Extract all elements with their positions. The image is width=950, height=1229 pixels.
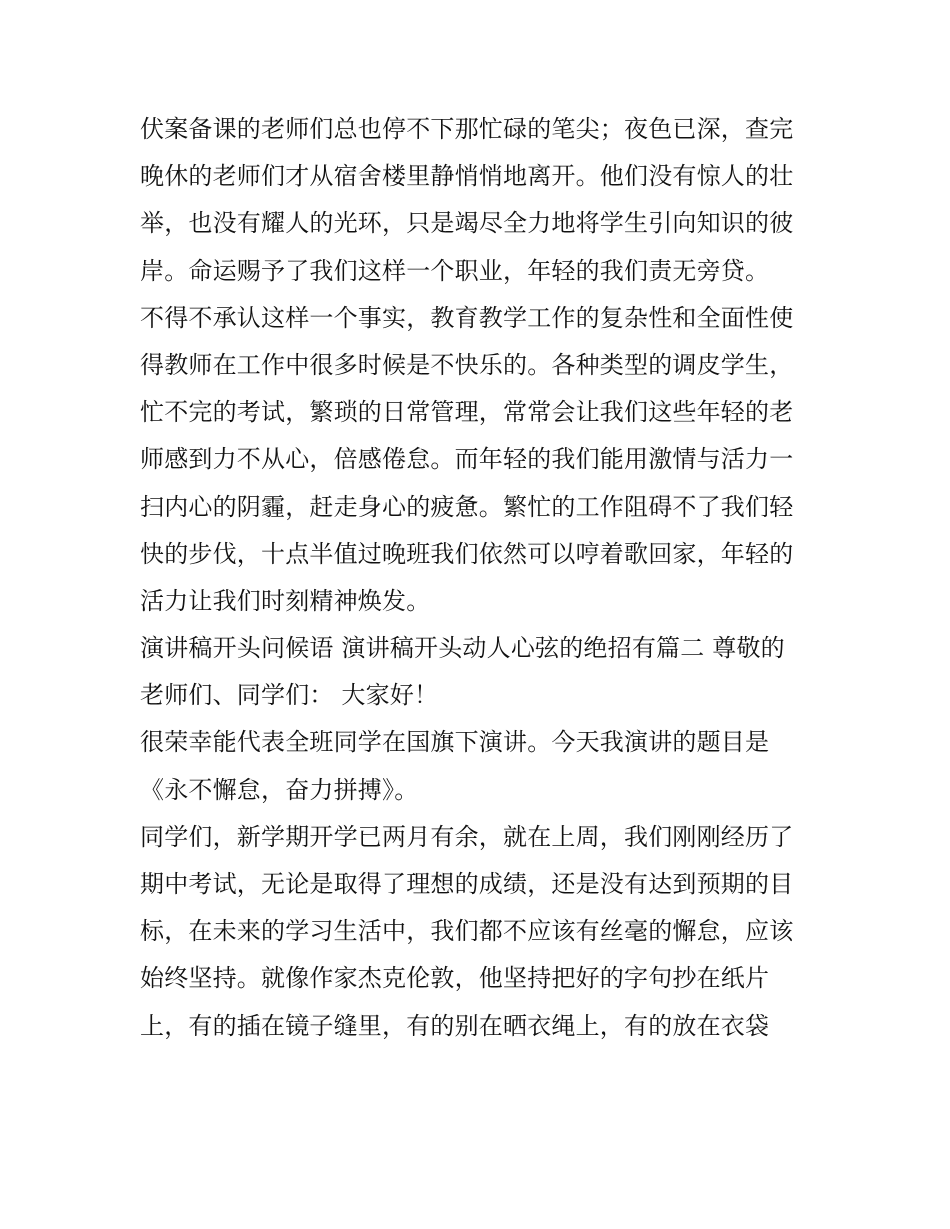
text-line: 同学们，新学期开学已两月有余，就在上周，我们刚刚经历了: [140, 822, 794, 851]
text-line: 很荣幸能代表全班同学在国旗下演讲。今天我演讲的题目是: [140, 728, 770, 757]
text-line: 标，在未来的学习生活中，我们都不应该有丝毫的懈怠，应该: [140, 917, 794, 946]
text-line: 始终坚持。就像作家杰克伦敦，他坚持把好的字句抄在纸片: [140, 964, 770, 993]
text-line: 期中考试，无论是取得了理想的成绩，还是没有达到预期的目: [140, 870, 794, 898]
text-line: 快的步伐，十点半值过晚班我们依然可以哼着歌回家，年轻的: [140, 539, 794, 568]
text-line: 扫内心的阴霾，赶走身心的疲惫。繁忙的工作阻碍不了我们轻: [140, 492, 794, 521]
text-line: 岸。命运赐予了我们这样一个职业，年轻的我们责无旁贷。: [140, 256, 770, 285]
text-line: 晚休的老师们才从宿舍楼里静悄悄地离开。他们没有惊人的壮: [140, 162, 794, 191]
text-line: 举，也没有耀人的光环，只是竭尽全力地将学生引向知识的彼: [140, 209, 794, 238]
document-body: [140, 106, 820, 1050]
text-line: 伏案备课的老师们总也停不下那忙碌的笔尖；夜色已深，查完: [140, 115, 794, 143]
text-line: 师感到力不从心，倍感倦怠。而年轻的我们能用激情与活力一: [140, 445, 794, 474]
text-line: 不得不承认这样一个事实，教育教学工作的复杂性和全面性使: [140, 303, 794, 332]
text-line: 上，有的插在镜子缝里，有的别在晒衣绳上，有的放在衣袋: [140, 1011, 770, 1040]
greeting-line: 老师们、同学们： 大家好！: [140, 681, 439, 710]
text-line: 活力让我们时刻精神焕发。: [140, 586, 431, 615]
section-heading-line: 演讲稿开头问候语 演讲稿开头动人心弦的绝招有篇二 尊敬的: [140, 634, 785, 663]
text-line: 得教师在工作中很多时候是不快乐的。各种类型的调皮学生，: [140, 350, 794, 379]
text-line: 忙不完的考试，繁琐的日常管理，常常会让我们这些年轻的老: [140, 398, 794, 427]
speech-title-line: 《永不懈怠，奋力拼搏》。: [140, 775, 419, 804]
